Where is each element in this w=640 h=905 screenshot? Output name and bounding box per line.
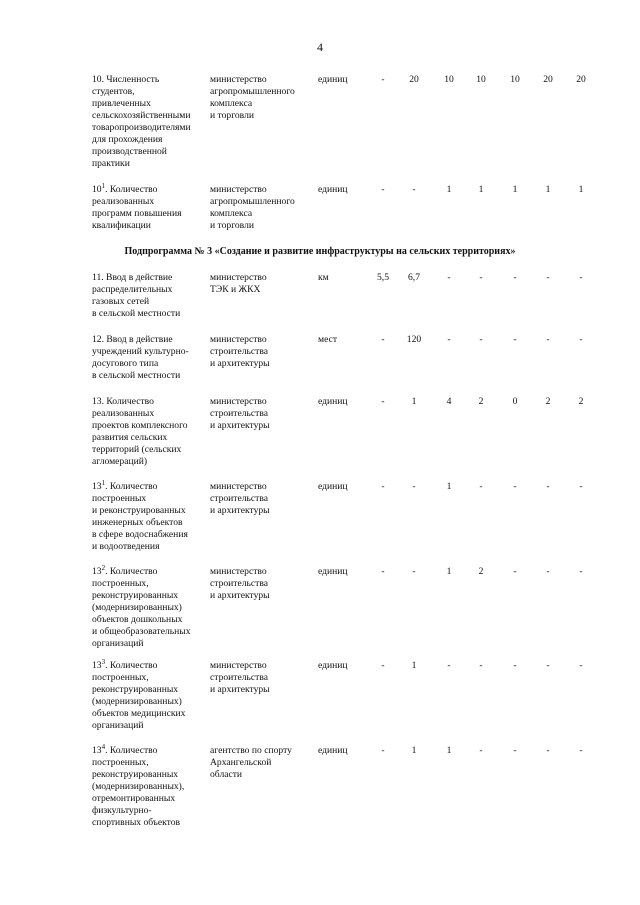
value-cell: - bbox=[412, 481, 416, 492]
value-cell: - bbox=[546, 334, 550, 345]
unit-of-measure: мест bbox=[318, 334, 338, 345]
value-cell: 20 bbox=[543, 74, 553, 85]
value-cell: - bbox=[479, 272, 483, 283]
unit-of-measure: единиц bbox=[318, 184, 348, 195]
value-cell: - bbox=[579, 660, 583, 671]
unit-of-measure: единиц bbox=[318, 660, 348, 671]
indicator-number: 10 bbox=[92, 74, 102, 85]
value-cell: - bbox=[412, 566, 416, 577]
responsible-executor: министерство строительства и архитектуры bbox=[210, 334, 270, 369]
value-cell: - bbox=[479, 660, 483, 671]
value-cell: - bbox=[513, 745, 517, 756]
indicator-superscript: 1 bbox=[101, 181, 106, 190]
value-cell: 1 bbox=[578, 184, 584, 195]
responsible-executor: министерство ТЭК и ЖКХ bbox=[210, 272, 267, 295]
unit-of-measure: единиц bbox=[318, 566, 348, 577]
value-cell: - bbox=[546, 745, 550, 756]
value-cell: - bbox=[381, 481, 385, 492]
value-cell: 2 bbox=[478, 396, 484, 407]
responsible-executor: министерство агропромышленного комплекса и торговли bbox=[210, 184, 295, 231]
value-cell: 6,7 bbox=[408, 272, 420, 283]
indicator-text: . Количество реализованных программ повышения квалификации bbox=[92, 184, 182, 231]
indicator-text: . Количество построенных и реконструированных инженерных объектов в сфере водоснабжения и водоотведения bbox=[92, 481, 188, 552]
indicator-name bbox=[92, 742, 210, 829]
value-cell: 0 bbox=[512, 396, 518, 407]
value-cell: - bbox=[447, 660, 451, 671]
value-cell: 10 bbox=[476, 74, 486, 85]
indicator-text: . Количество построенных, реконструированных (модернизированных) объектов дошкольных и общеобразовательных организаций bbox=[92, 566, 191, 649]
value-cell: 20 bbox=[409, 74, 419, 85]
value-cell: - bbox=[479, 334, 483, 345]
value-cell: - bbox=[479, 481, 483, 492]
value-cell: - bbox=[412, 184, 416, 195]
value-cell: 2 bbox=[578, 396, 584, 407]
indicator-name bbox=[92, 272, 210, 320]
responsible-executor: министерство строительства и архитектуры bbox=[210, 566, 270, 601]
value-cell: - bbox=[381, 660, 385, 671]
indicator-text: . Количество построенных, реконструированных (модернизированных) объектов медицинских организаций bbox=[92, 660, 186, 731]
responsible-executor: министерство агропромышленного комплекса и торговли bbox=[210, 74, 295, 121]
responsible-executor: министерство строительства и архитектуры bbox=[210, 481, 270, 516]
indicator-name bbox=[92, 74, 210, 170]
value-cell: 1 bbox=[545, 184, 551, 195]
indicator-name bbox=[92, 181, 210, 232]
indicator-number: 13 bbox=[92, 396, 102, 407]
value-cell: 5,5 bbox=[377, 272, 389, 283]
unit-of-measure: единиц bbox=[318, 481, 348, 492]
indicator-name bbox=[92, 657, 210, 732]
unit-of-measure: единиц bbox=[318, 396, 348, 407]
responsible-executor: министерство строительства и архитектуры bbox=[210, 660, 270, 695]
value-cell: 1 bbox=[411, 660, 417, 671]
indicator-text: . Ввод в действие распределительных газовых сетей в сельской местности bbox=[92, 272, 181, 319]
value-cell: 2 bbox=[545, 396, 551, 407]
page-number: 4 bbox=[317, 40, 323, 54]
indicator-text: . Количество построенных, реконструированных (модернизированных), отремонтированных физкультурно- спортивных объектов bbox=[92, 745, 185, 828]
indicator-number: 13 bbox=[92, 566, 102, 577]
indicator-text: . Количество реализованных проектов комплексного развития сельских территорий (сельских агломераций) bbox=[92, 396, 188, 467]
value-cell: 1 bbox=[512, 184, 518, 195]
value-cell: 10 bbox=[444, 74, 454, 85]
indicator-number: 11 bbox=[92, 272, 102, 283]
indicator-superscript: 4 bbox=[101, 742, 106, 751]
indicator-number: 12 bbox=[92, 334, 102, 345]
value-cell: - bbox=[513, 272, 517, 283]
value-cell: - bbox=[381, 334, 385, 345]
indicator-name bbox=[92, 478, 210, 553]
responsible-executor: министерство строительства и архитектуры bbox=[210, 396, 270, 431]
value-cell: - bbox=[579, 272, 583, 283]
value-cell: - bbox=[381, 745, 385, 756]
value-cell: - bbox=[381, 566, 385, 577]
indicator-text: . Ввод в действие учреждений культурно- досугового типа в сельской местности bbox=[92, 334, 189, 381]
value-cell: 120 bbox=[406, 334, 422, 345]
value-cell: 1 bbox=[446, 566, 452, 577]
value-cell: 4 bbox=[446, 396, 452, 407]
value-cell: - bbox=[381, 74, 385, 85]
value-cell: 1 bbox=[411, 745, 417, 756]
value-cell: 1 bbox=[446, 745, 452, 756]
value-cell: - bbox=[513, 660, 517, 671]
value-cell: - bbox=[513, 566, 517, 577]
value-cell: - bbox=[579, 566, 583, 577]
value-cell: - bbox=[513, 334, 517, 345]
value-cell: - bbox=[479, 745, 483, 756]
indicator-superscript: 1 bbox=[101, 478, 106, 487]
value-cell: - bbox=[546, 272, 550, 283]
value-cell: - bbox=[381, 184, 385, 195]
indicator-text: . Численность студентов, привлеченных сельскохозяйственными товаропроизводителями для прохождения производственной практики bbox=[92, 74, 191, 169]
value-cell: 1 bbox=[446, 184, 452, 195]
value-cell: - bbox=[381, 396, 385, 407]
value-cell: 1 bbox=[446, 481, 452, 492]
value-cell: - bbox=[546, 660, 550, 671]
value-cell: - bbox=[579, 745, 583, 756]
indicator-superscript: 2 bbox=[101, 563, 106, 572]
unit-of-measure: единиц bbox=[318, 74, 348, 85]
unit-of-measure: единиц bbox=[318, 745, 348, 756]
value-cell: 2 bbox=[478, 566, 484, 577]
value-cell: 10 bbox=[510, 74, 520, 85]
value-cell: - bbox=[546, 481, 550, 492]
responsible-executor: агентство по спорту Архангельской области bbox=[210, 745, 292, 780]
unit-of-measure: км bbox=[318, 272, 329, 283]
indicator-name bbox=[92, 334, 210, 382]
indicator-number: 13 bbox=[92, 481, 102, 492]
indicator-name bbox=[92, 396, 210, 468]
indicator-name bbox=[92, 563, 210, 650]
value-cell: - bbox=[447, 272, 451, 283]
value-cell: 20 bbox=[576, 74, 586, 85]
value-cell: - bbox=[579, 334, 583, 345]
value-cell: 1 bbox=[411, 396, 417, 407]
subprogram-heading: Подпрограмма № 3 «Создание и развитие инфраструктуры на сельских территориях» bbox=[124, 246, 516, 257]
value-cell: - bbox=[579, 481, 583, 492]
indicator-number: 13 bbox=[92, 660, 102, 671]
value-cell: - bbox=[513, 481, 517, 492]
value-cell: 1 bbox=[478, 184, 484, 195]
indicator-number: 10 bbox=[92, 184, 102, 195]
indicator-number: 13 bbox=[92, 745, 102, 756]
value-cell: - bbox=[546, 566, 550, 577]
indicator-superscript: 3 bbox=[101, 657, 106, 666]
value-cell: - bbox=[447, 334, 451, 345]
